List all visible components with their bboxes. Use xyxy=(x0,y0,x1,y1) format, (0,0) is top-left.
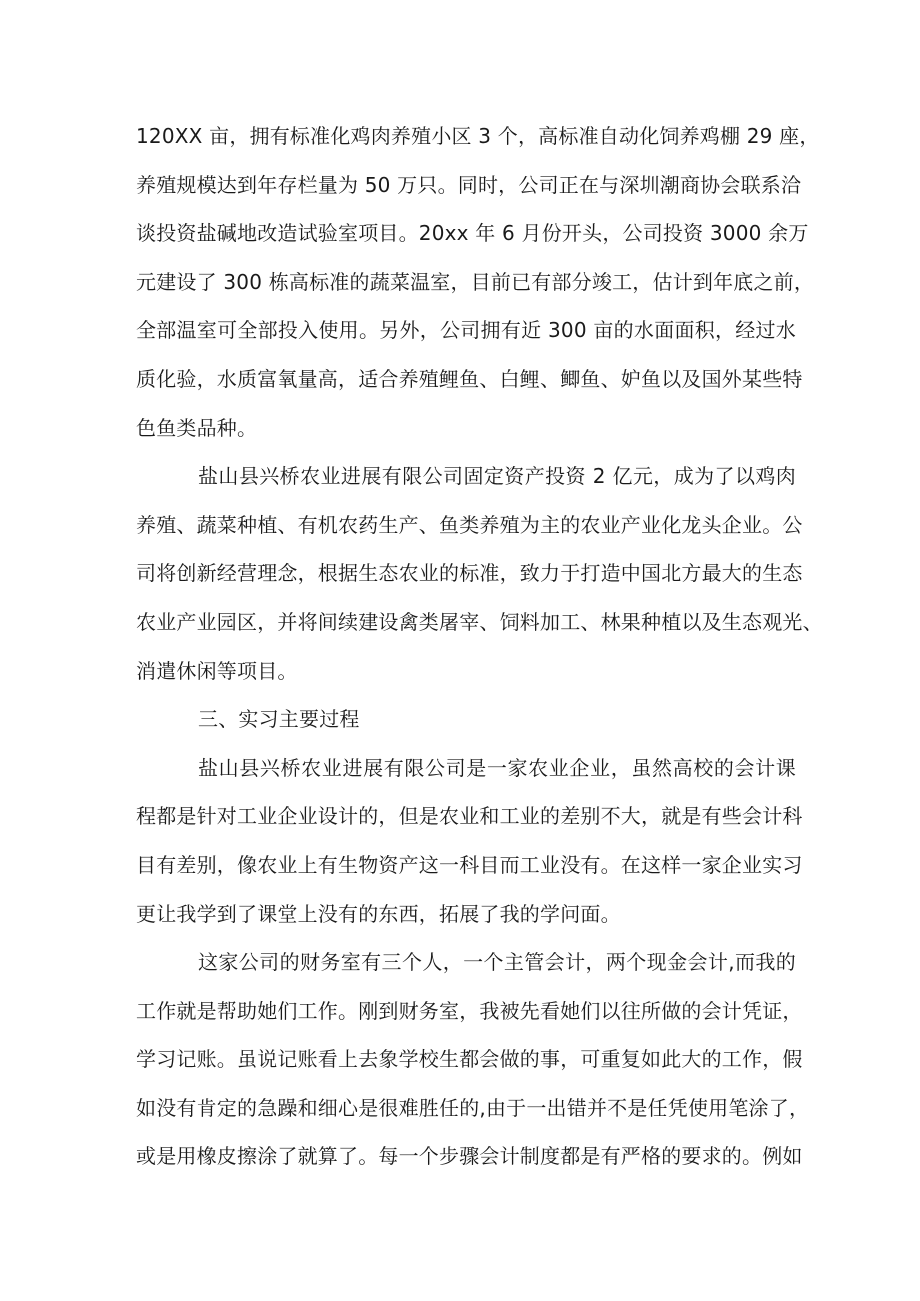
paragraph-3-line-3: 目有差别，像农业上有生物资产这一科目而工业没有。在这样一家企业实习 xyxy=(136,852,803,877)
paragraph-1-line-6: 质化验，水质富氧量高，适合养殖鲤鱼、白鲤、鲫鱼、妒鱼以及国外某些特 xyxy=(136,366,803,391)
paragraph-2-line-4: 农业产业园区，并将间续建设禽类屠宰、饲料加工、林果种植以及生态观光、 xyxy=(136,609,823,634)
paragraph-2-line-2: 养殖、蔬菜种植、有机农药生产、鱼类养殖为主的农业产业化龙头企业。公 xyxy=(136,512,803,537)
paragraph-4-line-5: 或是用橡皮擦涂了就算了。每一个步骤会计制度都是有严格的要求的。例如 xyxy=(136,1144,803,1169)
document-body xyxy=(136,112,823,1181)
paragraph-4-line-1: 这家公司的财务室有三个人，一个主管会计，两个现金会计,而我的 xyxy=(198,950,796,975)
paragraph-3-line-2: 程都是针对工业企业设计的，但是农业和工业的差别不大，就是有些会计科 xyxy=(136,804,803,829)
paragraph-2-line-5: 消遣休闲等项目。 xyxy=(136,658,298,683)
paragraph-1-line-5: 全部温室可全部投入使用。另外，公司拥有近 300 亩的水面面积，经过水 xyxy=(136,318,796,343)
paragraph-4-line-4: 如没有肯定的急躁和细心是很难胜任的,由于一出错并不是任凭使用笔涂了， xyxy=(136,1095,810,1120)
paragraph-3-line-4: 更让我学到了课堂上没有的东西，拓展了我的学问面。 xyxy=(136,901,621,926)
paragraph-1-line-3: 谈投资盐碱地改造试验室项目。20xx 年 6 月份开头，公司投资 3000 余万 xyxy=(136,221,809,246)
paragraph-1-line-2: 养殖规模达到年存栏量为 50 万只。同时，公司正在与深圳潮商协会联系洽 xyxy=(136,172,802,197)
section-heading: 三、实习主要过程 xyxy=(198,707,360,732)
paragraph-1-line-1: 120XX 亩，拥有标准化鸡肉养殖小区 3 个，高标准自动化饲养鸡棚 29 座， xyxy=(136,124,820,148)
paragraph-4-line-2: 工作就是帮助她们工作。刚到财务室，我被先看她们以往所做的会计凭证， xyxy=(136,998,803,1023)
paragraph-1-line-7: 色鱼类品种。 xyxy=(136,415,258,440)
paragraph-4-line-3: 学习记账。虽说记账看上去象学校生都会做的事，可重复如此大的工作，假 xyxy=(136,1047,803,1072)
paragraph-1-line-4: 元建设了 300 栋高标准的蔬菜温室，目前已有部分竣工，估计到年底之前， xyxy=(136,269,815,294)
paragraph-2-line-1: 盐山县兴桥农业进展有限公司固定资产投资 2 亿元，成为了以鸡肉 xyxy=(198,464,796,489)
paragraph-3-line-1: 盐山县兴桥农业进展有限公司是一家农业企业，虽然高校的会计课 xyxy=(198,755,796,780)
paragraph-2-line-3: 司将创新经营理念，根据生态农业的标准，致力于打造中国北方最大的生态 xyxy=(136,561,803,586)
